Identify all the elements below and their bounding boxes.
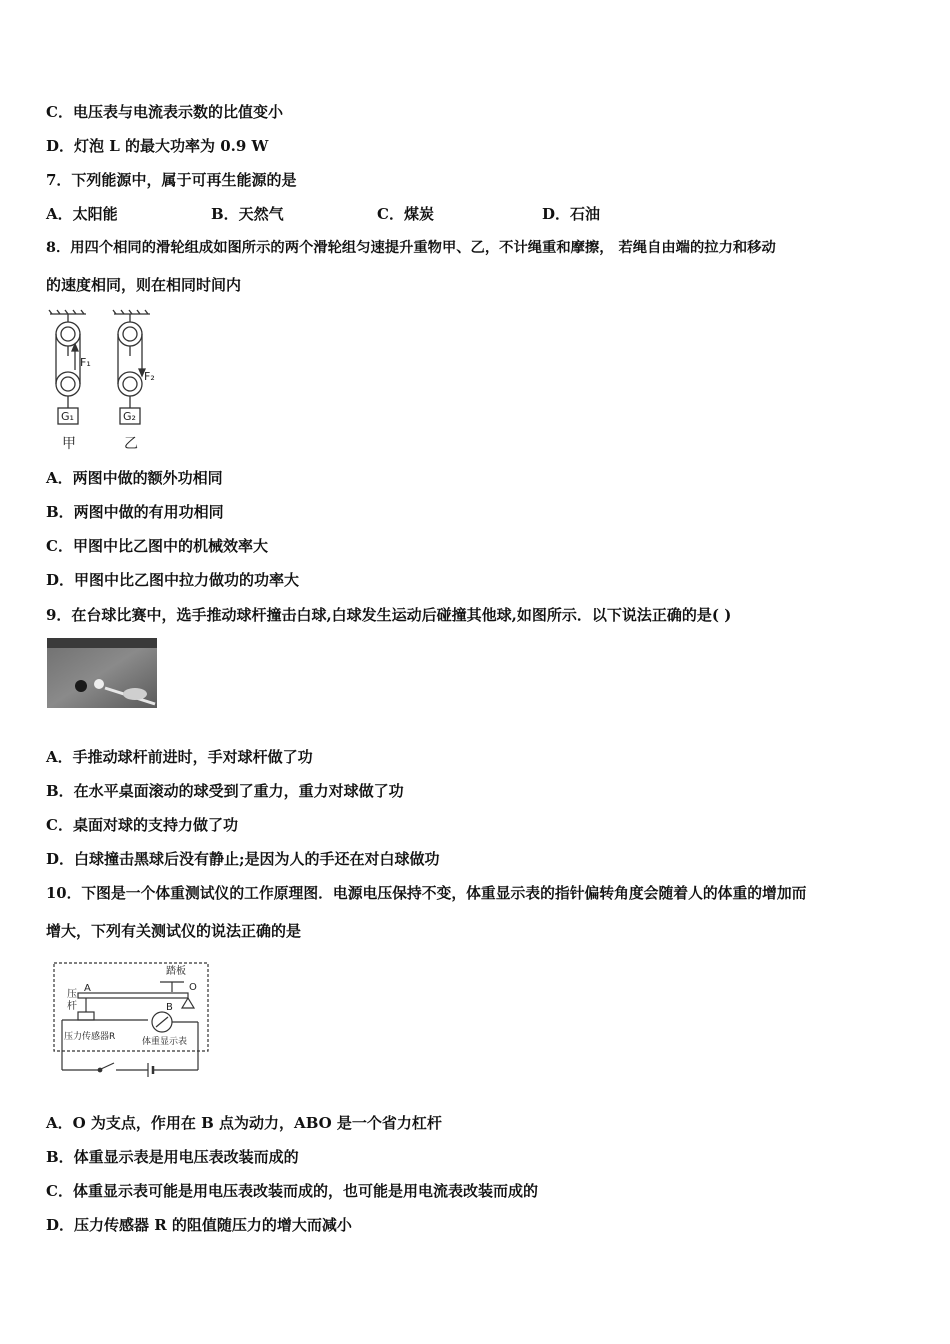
q8-option-a: A．两图中做的额外功相同 xyxy=(46,469,223,487)
q9-stem: 9．在台球比赛中，选手推动球杆撞击白球,白球发生运动后碰撞其他球,如图所示．以下说法正确的是( ) xyxy=(46,606,732,624)
billiards-photo xyxy=(47,638,157,708)
scale-circuit-figure xyxy=(48,960,213,1082)
q9-option-d: D．白球撞击黑球后没有静止;是因为人的手还在对白球做功 xyxy=(46,850,440,868)
q7-stem: 7．下列能源中，属于可再生能源的是 xyxy=(46,171,297,189)
q6-option-d: D．灯泡 L 的最大功率为 0.9 W xyxy=(46,137,269,155)
q9-option-a: A．手推动球杆前进时，手对球杆做了功 xyxy=(46,748,313,766)
q8-stem-line2: 的速度相同，则在相同时间内 xyxy=(46,276,242,294)
lever-label-bottom: 杆 xyxy=(67,1001,77,1012)
q7-option-c: C．煤炭 xyxy=(377,205,434,223)
sensor-label: 压力传感器R xyxy=(64,1032,116,1042)
meter-label: 体重显示表 xyxy=(142,1037,188,1047)
weight-g1-label: G₁ xyxy=(61,410,74,423)
force-f1-label: F₁ xyxy=(80,356,91,369)
point-o-label: O xyxy=(189,982,197,993)
pulley-figure xyxy=(40,308,170,456)
q8-option-b: B．两图中做的有用功相同 xyxy=(46,503,224,521)
lever-label-top: 压 xyxy=(67,989,77,1000)
q7-option-a: A．太阳能 xyxy=(46,205,118,223)
q7-option-d: D．石油 xyxy=(542,205,601,223)
q10-option-a: A．O 为支点，作用在 B 点为动力，ABO 是一个省力杠杆 xyxy=(46,1114,442,1132)
q10-option-b: B．体重显示表是用电压表改装而成的 xyxy=(46,1148,299,1166)
q10-option-c: C．体重显示表可能是用电压表改装而成的，也可能是用电流表改装而成的 xyxy=(46,1182,538,1200)
q9-option-b: B．在水平桌面滚动的球受到了重力，重力对球做了功 xyxy=(46,782,404,800)
pedal-label: 踏板 xyxy=(166,966,186,977)
q10-stem-line1: 10．下图是一个体重测试仪的工作原理图．电源电压保持不变，体重显示表的指针偏转角度会随着人的体重的增加而 xyxy=(46,885,807,902)
caption-jia: 甲 xyxy=(62,436,76,452)
point-a-label: A xyxy=(84,983,91,994)
q8-option-d: D．甲图中比乙图中拉力做功的功率大 xyxy=(46,571,300,589)
q10-option-d: D．压力传感器 R 的阻值随压力的增大而减小 xyxy=(46,1216,352,1234)
weight-g2-label: G₂ xyxy=(123,410,136,423)
q10-stem-line2: 增大，下列有关测试仪的说法正确的是 xyxy=(46,922,302,940)
q7-option-b: B．天然气 xyxy=(211,205,284,223)
q8-option-c: C．甲图中比乙图中的机械效率大 xyxy=(46,537,268,555)
point-b-label: B xyxy=(166,1002,173,1013)
force-f2-label: F₂ xyxy=(144,370,155,383)
q6-option-c: C．电压表与电流表示数的比值变小 xyxy=(46,103,283,121)
q8-stem-line1: 8．用四个相同的滑轮组成如图所示的两个滑轮组匀速提升重物甲、乙，不计绳重和摩擦， 若绳自由端的拉力和移动 xyxy=(46,240,776,256)
q9-option-c: C．桌面对球的支持力做了功 xyxy=(46,816,238,834)
caption-yi: 乙 xyxy=(124,436,138,452)
